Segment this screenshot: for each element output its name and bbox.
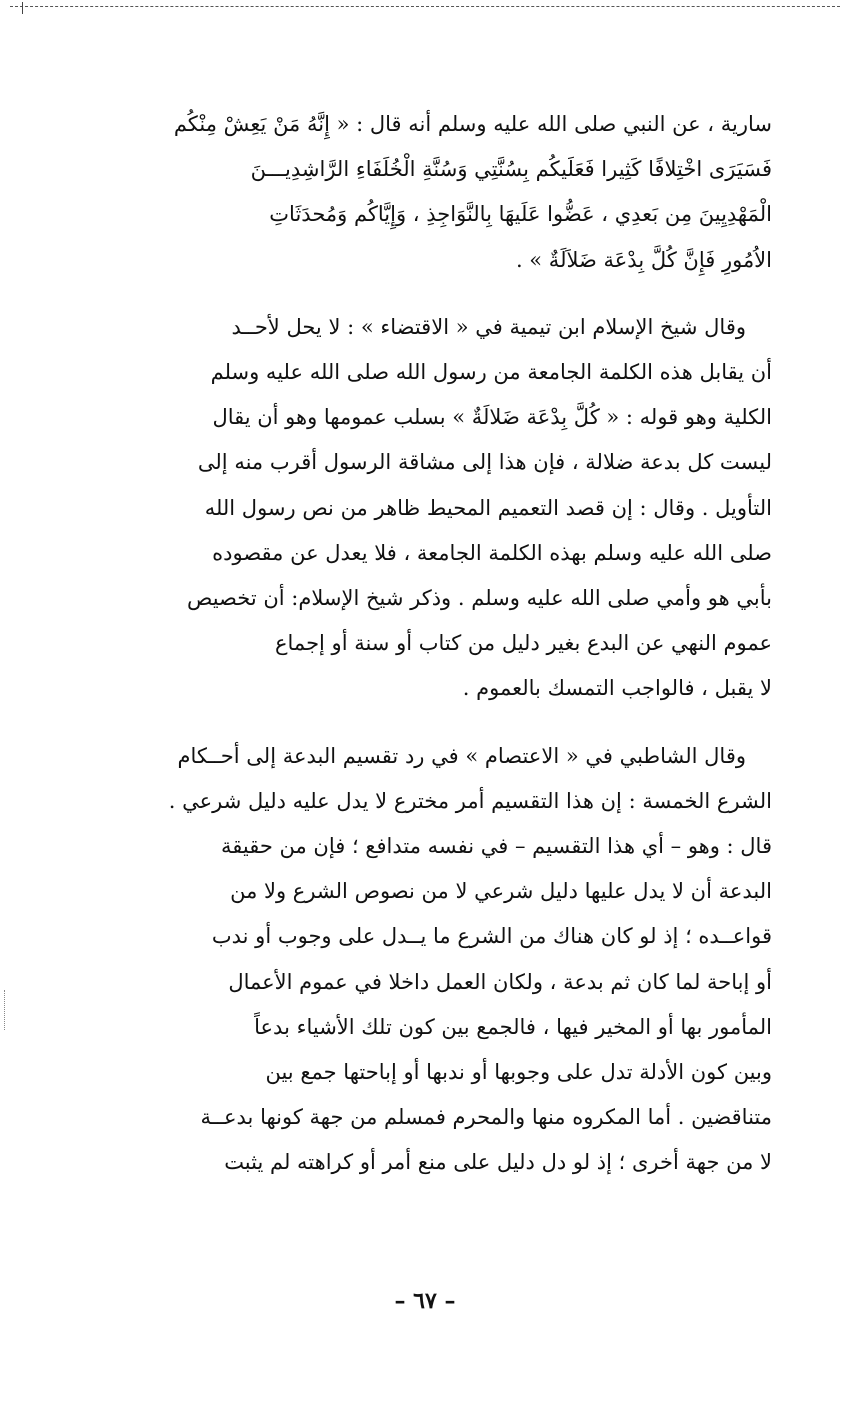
text-line: البدعة أن لا يدل عليها دليل شرعي لا من نصوص الشرع ولا من — [230, 879, 772, 904]
text-line: متناقضين . أما المكروه منها والمحرم فمسلم من جهة كونها بدعــة — [200, 1105, 772, 1130]
page-body-text — [110, 102, 772, 1186]
text-line: صلى الله عليه وسلم بهذه الكلمة الجامعة ، فلا يعدل عن مقصوده — [212, 540, 772, 565]
text-line: أن يقابل هذه الكلمة الجامعة من رسول الله صلى الله عليه وسلم — [210, 360, 772, 385]
page-number: – ٦٧ – — [394, 1288, 456, 1314]
top-margin-mark — [22, 2, 23, 14]
text-line: لا يقبل ، فالواجب التمسك بالعموم . — [462, 676, 772, 701]
text-line: بأبي هو وأمي صلى الله عليه وسلم . وذكر شيخ الإسلام: أن تخصيص — [186, 586, 772, 611]
paragraph-hadith — [110, 102, 772, 283]
text-line: فَسَيَرَى اخْتِلافًا كَثِيرا فَعَلَيكُم بِسُنَّتِي وَسُنَّةِ الْخُلَفَاءِ الرَّاشِدِيـــنَ — [250, 157, 772, 182]
text-line: قواعــده ؛ إذ لو كان هناك من الشرع ما يــدل على وجوب أو ندب — [211, 924, 772, 949]
top-dashed-border — [10, 6, 840, 7]
text-line: ليست كل بدعة ضلالة ، فإن هذا إلى مشاقة الرسول أقرب منه إلى — [197, 450, 772, 475]
text-line: الكلية وهو قوله : « كُلَّ بِدْعَة ضَلالَةٌ » بسلب عمومها وهو أن يقال — [212, 405, 772, 430]
text-line: سارية ، عن النبي صلى الله عليه وسلم أنه قال : « إِنَّهُ مَنْ يَعِشْ مِنْكُم — [173, 112, 772, 136]
text-line: الشرع الخمسة : إن هذا التقسيم أمر مخترع لا يدل عليه دليل شرعي . — [168, 788, 772, 813]
text-line: الْمَهْدِيِينَ مِن بَعدِي ، عَضُّوا عَلَيهَا بِالنَّوَاجِذِ ، وَإِيَّاكُم وَمُحدَثَاتِ — [269, 202, 772, 227]
text-line: لا من جهة أخرى ؛ إذ لو دل دليل على منع أمر أو كراهته لم يثبت — [224, 1150, 772, 1175]
text-line: المأمور بها أو المخير فيها ، فالجمع بين كون تلك الأشياء بدعاً — [254, 1014, 772, 1039]
paragraph-ibn-taymiyyah — [110, 305, 772, 712]
left-margin-dots — [4, 990, 6, 1030]
text-line: قال : وهو – أي هذا التقسيم – في نفسه متدافع ؛ فإن من حقيقة — [221, 834, 772, 859]
text-line: وبين كون الأدلة تدل على وجوبها أو ندبها أو إباحتها جمع بين — [265, 1060, 772, 1085]
text-line: أو إباحة لما كان ثم بدعة ، ولكان العمل داخلا في عموم الأعمال — [228, 969, 772, 994]
text-line: وقال الشاطبي في « الاعتصام » في رد تقسيم البدعة إلى أحــكام — [177, 743, 746, 768]
paragraph-shatibi — [110, 734, 772, 1186]
text-line: الاُمُورِ فَإِنَّ كُلَّ بِدْعَة ضَلاَلَةٌ » . — [515, 247, 772, 272]
text-line: التأويل . وقال : إن قصد التعميم المحيط ظاهر من نص رسول الله — [204, 495, 772, 520]
text-line: عموم النهي عن البدع بغير دليل من كتاب أو سنة أو إجماع — [275, 631, 772, 656]
text-line: وقال شيخ الإسلام ابن تيمية في « الاقتضاء » : لا يحل لأحــد — [231, 314, 746, 339]
